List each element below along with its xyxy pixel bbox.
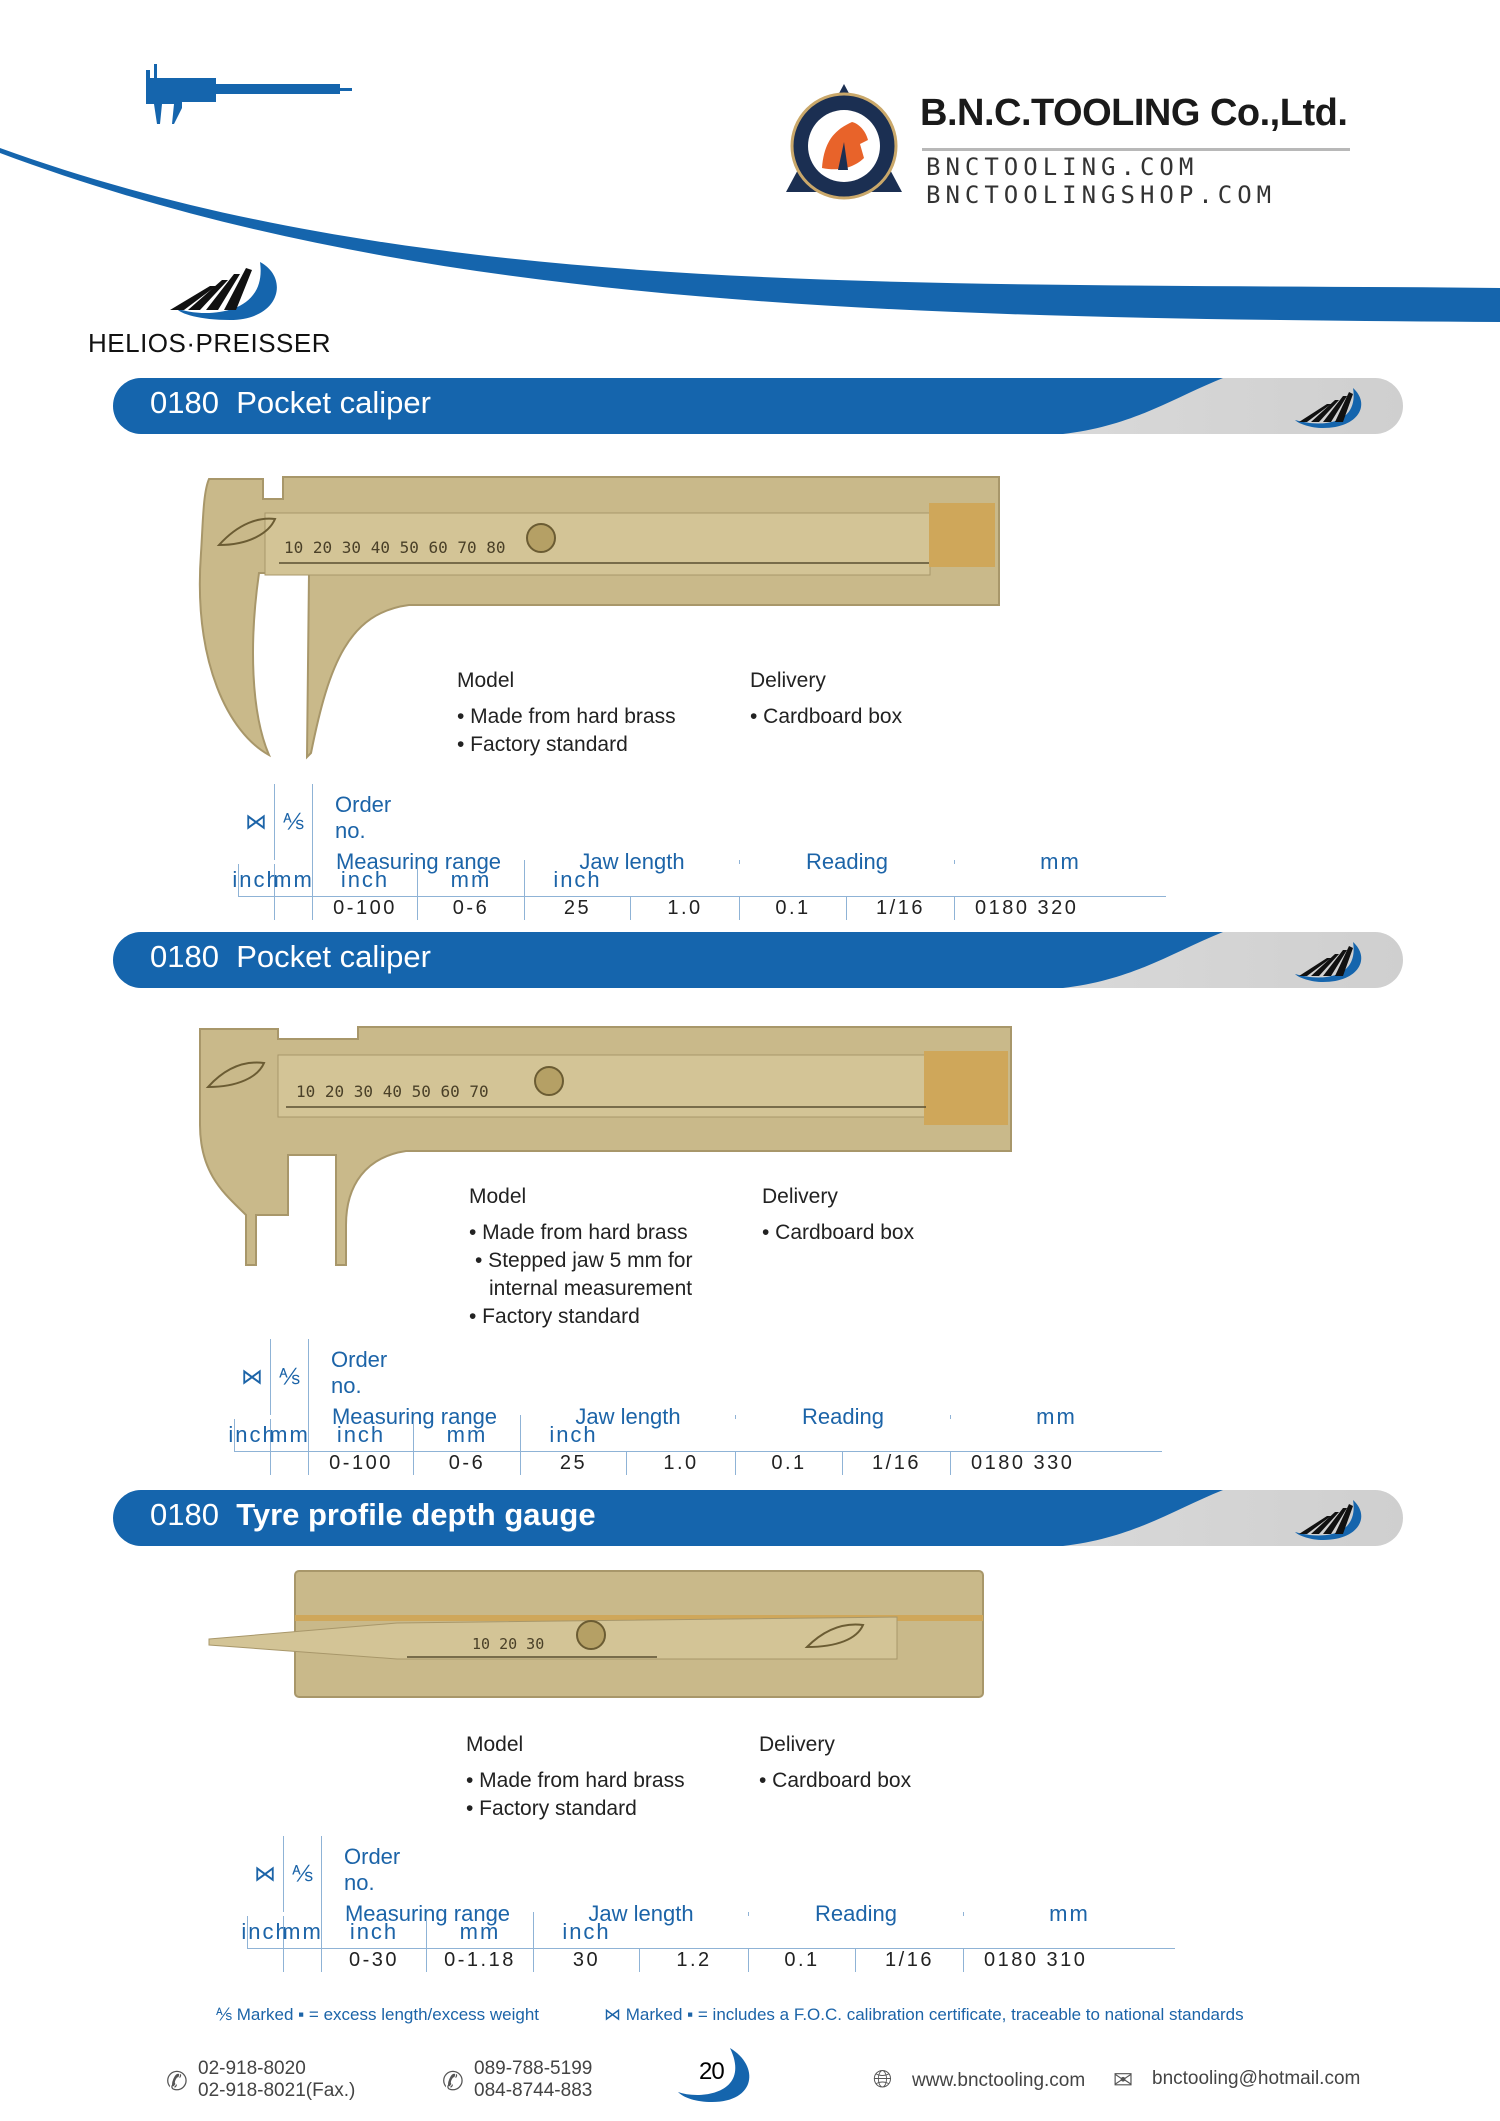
header-jaw-length: Jaw length <box>524 860 739 864</box>
section-title <box>150 385 431 421</box>
legend-calibration-text: Marked ▪ = includes a F.O.C. calibration certificate, traceable to national standards <box>625 2005 1244 2024</box>
empty-cell <box>234 1452 270 1475</box>
mobile-phones <box>474 2058 592 2102</box>
caliper-logo-icon <box>142 64 354 128</box>
cell-range-inch: 0-1.18 <box>426 1949 533 1972</box>
spec-table <box>232 784 1166 920</box>
bnc-seal-logo <box>782 82 906 204</box>
office-phones <box>198 2058 355 2102</box>
unit-mm: mm <box>413 1419 520 1451</box>
section-name: Tyre profile depth gauge <box>236 1497 596 1532</box>
delivery-label: Delivery <box>750 669 826 692</box>
delivery-label: Delivery <box>759 1733 835 1756</box>
excess-weight-icon: ⅍ <box>216 2005 233 2024</box>
scale-numbers: 10 20 30 40 50 60 70 80 <box>284 538 506 557</box>
model-label: Model <box>466 1733 524 1756</box>
excess-weight-icon: ⅍ <box>283 1836 321 1912</box>
unit-mm: mm <box>417 864 524 896</box>
calibration-icon: ⋈ <box>254 1861 276 1886</box>
cell-jaw-inch: 1.0 <box>630 897 739 920</box>
cell-jaw-inch: 1.2 <box>639 1949 748 1972</box>
delivery-info <box>759 1731 911 1795</box>
footer-email[interactable]: bnctooling@hotmail.com <box>1152 2068 1361 2089</box>
model-item: • Made from hard brass <box>469 1221 688 1244</box>
unit-mm: mm <box>426 1916 533 1948</box>
cell-jaw-mm: 25 <box>520 1452 626 1475</box>
cell-jaw-inch: 1.0 <box>626 1452 735 1475</box>
phone-number: 02-918-8020 <box>198 2058 306 2079</box>
header-jaw-length: Jaw length <box>533 1912 748 1916</box>
unit-inch: inch <box>524 864 630 896</box>
header-order-no: Order no. <box>312 784 417 860</box>
model-item: • Made from hard brass <box>457 705 676 728</box>
model-label: Model <box>457 669 515 692</box>
model-item: • Factory standard <box>457 733 628 756</box>
model-item: • Factory standard <box>466 1797 637 1820</box>
phone-icon: ✆ <box>442 2066 464 2096</box>
cell-order-no: 0180 330 <box>950 1452 1162 1475</box>
calibration-icon: ⋈ <box>604 2005 621 2024</box>
model-item: • Stepped jaw 5 mm for internal measurement <box>475 1249 693 1300</box>
model-label: Model <box>469 1185 527 1208</box>
mobile-number: 089-788-5199 <box>474 2058 593 2079</box>
delivery-info <box>762 1183 914 1247</box>
unit-inch: inch <box>234 1419 270 1451</box>
unit-mm: mm <box>950 1415 1162 1419</box>
unit-mm: mm <box>270 1419 308 1451</box>
delivery-info <box>750 667 902 731</box>
spec-table <box>228 1339 1162 1475</box>
legend-excess <box>216 2005 539 2025</box>
fax-number: 02-918-8021(Fax.) <box>198 2080 356 2101</box>
cell-order-no: 0180 310 <box>963 1949 1175 1972</box>
unit-inch: inch <box>308 1419 413 1451</box>
cell-reading-inch: 1/16 <box>855 1949 963 1972</box>
cell-reading-mm: 0.1 <box>739 897 846 920</box>
company-name: B.N.C.TOOLING Co.,Ltd. <box>920 92 1348 134</box>
delivery-item: • Cardboard box <box>759 1769 912 1792</box>
legend-calibration <box>604 2005 1244 2025</box>
model-item: • Made from hard brass <box>466 1769 685 1792</box>
cell-order-no: 0180 320 <box>954 897 1166 920</box>
delivery-label: Delivery <box>762 1185 838 1208</box>
section-title <box>150 939 431 975</box>
unit-mm: mm <box>963 1912 1175 1916</box>
page-number: 20 <box>699 2058 724 2085</box>
unit-inch: inch <box>533 1916 639 1948</box>
unit-inch: inch <box>247 1916 283 1948</box>
cell-reading-mm: 0.1 <box>748 1949 855 1972</box>
model-info <box>469 1183 692 1331</box>
calibration-icon: ⋈ <box>241 1364 263 1389</box>
unit-inch: inch <box>321 1916 426 1948</box>
globe-icon: 🌐︎ <box>873 2066 893 2093</box>
unit-inch: inch <box>238 864 274 896</box>
cell-range-mm: 0-100 <box>312 897 417 920</box>
unit-mm: mm <box>283 1916 321 1948</box>
mobile-number: 084-8744-883 <box>474 2080 593 2101</box>
empty-cell <box>270 1452 308 1475</box>
calibration-icon: ⋈ <box>245 809 267 834</box>
header-measuring-range: Measuring range <box>321 1912 533 1916</box>
cell-reading-inch: 1/16 <box>842 1452 950 1475</box>
helios-preisser-brand: HELIOS·PREISSER <box>88 328 332 358</box>
legend-excess-text: Marked ▪ = excess length/excess weight <box>236 2005 540 2024</box>
helios-preisser-logo-icon <box>150 258 300 328</box>
website-url: BNCTOOLING.COM <box>926 153 1199 181</box>
header-reading: Reading <box>735 1415 950 1419</box>
empty-cell <box>274 897 312 920</box>
excess-weight-icon: ⅍ <box>274 784 312 860</box>
header-divider <box>922 148 1350 151</box>
scale-numbers: 10 20 30 40 50 60 70 <box>296 1082 489 1101</box>
section-name: Pocket caliper <box>236 385 431 420</box>
cell-range-inch: 0-6 <box>417 897 524 920</box>
section-code: 0180 <box>150 939 219 974</box>
cell-range-mm: 0-100 <box>308 1452 413 1475</box>
phone-icon: ✆ <box>166 2066 188 2096</box>
scale-numbers: 10 20 30 <box>472 1635 545 1653</box>
model-item: • Factory standard <box>469 1305 640 1328</box>
cell-jaw-mm: 25 <box>524 897 630 920</box>
tyre-depth-gauge-image <box>207 1567 987 1702</box>
header-measuring-range: Measuring range <box>312 860 524 864</box>
shop-url: BNCTOOLINGSHOP.COM <box>926 181 1277 209</box>
header-reading: Reading <box>739 860 954 864</box>
unit-inch: inch <box>520 1419 626 1451</box>
unit-mm: mm <box>954 860 1166 864</box>
cell-reading-mm: 0.1 <box>735 1452 842 1475</box>
cell-range-inch: 0-6 <box>413 1452 520 1475</box>
header-measuring-range: Measuring range <box>308 1415 520 1419</box>
section-code: 0180 <box>150 385 219 420</box>
unit-mm: mm <box>274 864 312 896</box>
section-title <box>150 1497 596 1533</box>
header-jaw-length: Jaw length <box>520 1415 735 1419</box>
empty-cell <box>247 1949 283 1972</box>
empty-cell <box>283 1949 321 1972</box>
spec-table <box>241 1836 1175 1972</box>
header-reading: Reading <box>748 1912 963 1916</box>
cell-range-mm: 0-30 <box>321 1949 426 1972</box>
cell-reading-inch: 1/16 <box>846 897 954 920</box>
header-order-no: Order no. <box>308 1339 413 1415</box>
section-name: Pocket caliper <box>236 939 431 974</box>
delivery-item: • Cardboard box <box>762 1221 915 1244</box>
empty-cell <box>238 897 274 920</box>
unit-inch: inch <box>312 864 417 896</box>
cell-jaw-mm: 30 <box>533 1949 639 1972</box>
excess-weight-icon: ⅍ <box>270 1339 308 1415</box>
section-code: 0180 <box>150 1497 219 1532</box>
model-info <box>457 667 676 759</box>
model-info <box>466 1731 685 1823</box>
mail-icon: ✉ <box>1113 2067 1134 2094</box>
header-order-no: Order no. <box>321 1836 426 1912</box>
footer-website[interactable]: www.bnctooling.com <box>912 2070 1086 2091</box>
delivery-item: • Cardboard box <box>750 705 903 728</box>
